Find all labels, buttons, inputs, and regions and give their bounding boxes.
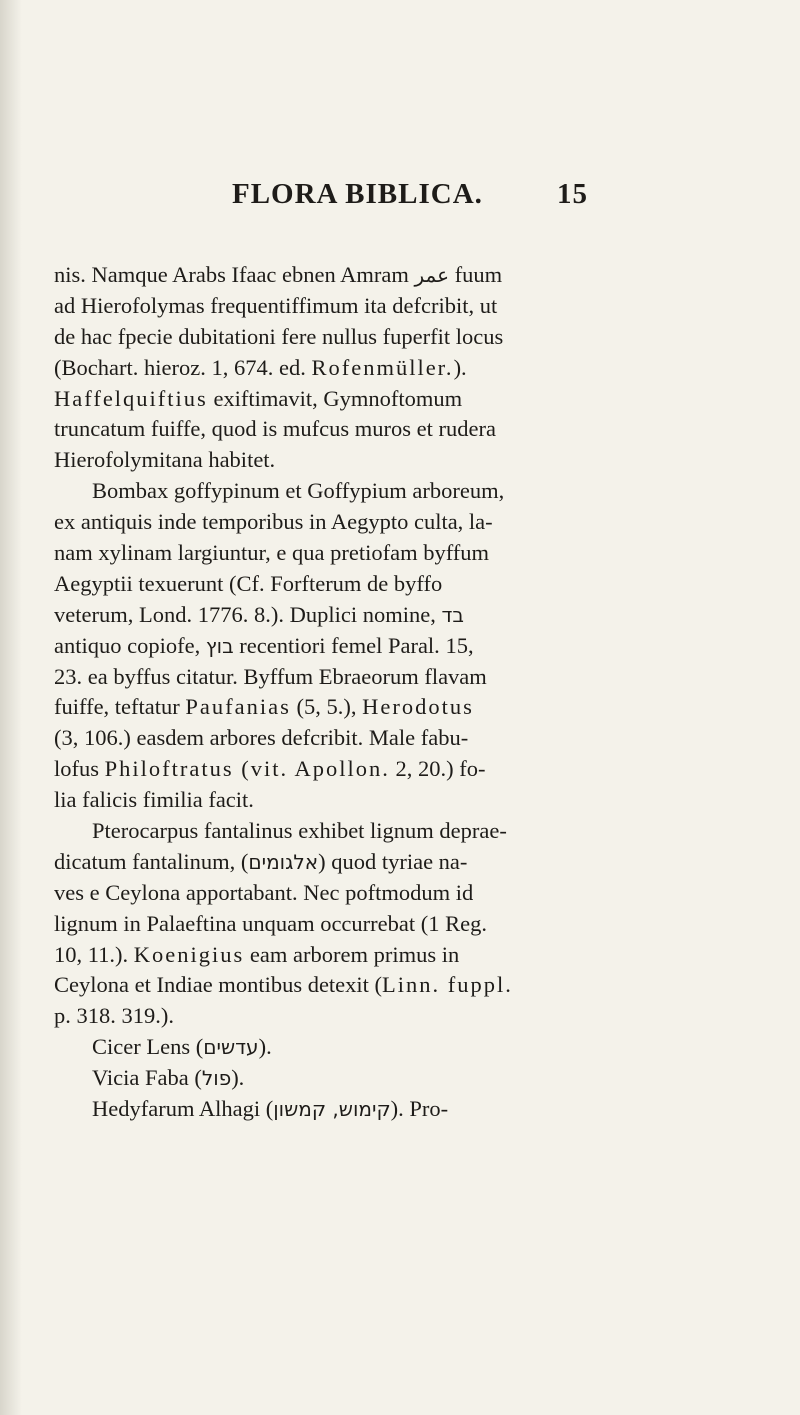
text-span: ad Hierofolymas frequentiffimum ita defcribit, ut	[54, 292, 498, 318]
text-span: Goffypium arboreum,	[307, 478, 505, 504]
text-line	[54, 631, 744, 662]
text-line	[54, 970, 744, 1001]
hebrew-text: בוץ	[205, 633, 234, 658]
text-line	[54, 662, 744, 693]
text-line	[54, 384, 744, 415]
text-span: Philoftratus (vit. Apollon.	[104, 756, 390, 782]
text-line	[54, 476, 744, 507]
hebrew-text: קימוש, קמשון	[273, 1097, 391, 1122]
text-span: Pro-	[409, 1096, 449, 1122]
text-span: Rofenmüller.	[311, 354, 454, 380]
text-span: Hedyfarum Alhagi	[92, 1096, 261, 1122]
text-span: lia falicis fimilia facit.	[54, 787, 254, 813]
text-span: 1776. 8.). Duplici nomine,	[192, 601, 442, 627]
text-line	[54, 445, 744, 476]
text-span: Cf. Forfterum de byffo	[236, 570, 443, 596]
text-span: dicatum fantalinum, (	[54, 848, 249, 874]
text-span: Cicer Lens	[92, 1034, 191, 1060]
text-span: 23. ea byffus citatur. Byffum Ebraeorum flavam	[54, 663, 487, 689]
body-text	[54, 260, 744, 1125]
text-line	[54, 692, 744, 723]
text-line	[54, 754, 744, 785]
text-span: (	[54, 354, 62, 380]
text-span: ).	[258, 1034, 272, 1060]
arabic-text: عمر	[414, 263, 450, 287]
text-span: Vicia Faba	[92, 1065, 189, 1091]
text-span: Bombax goffypinum	[92, 478, 280, 504]
text-span: (	[190, 1034, 204, 1060]
text-span: Linn. fuppl.	[382, 972, 513, 998]
text-span: Aegyptii texuerunt (	[54, 570, 237, 596]
text-line	[54, 260, 744, 291]
text-span: ).	[390, 1096, 410, 1122]
text-span: (	[260, 1096, 274, 1122]
text-span: Paral.	[387, 632, 440, 658]
text-span: Herodotus	[362, 694, 474, 720]
hebrew-text: עדשים	[203, 1035, 259, 1060]
text-line	[54, 847, 744, 878]
text-span: ex antiquis inde temporibus in Aegypto culta, la-	[54, 509, 493, 535]
text-span: lignum in Palaeftina unquam occurrebat (	[54, 910, 429, 936]
text-span: Gymnoftomum	[323, 385, 463, 411]
running-title: FLORA BIBLICA.	[232, 178, 483, 210]
page-number: 15	[557, 178, 588, 210]
text-span: ).	[453, 354, 467, 380]
text-span: 1 Reg.	[428, 910, 487, 936]
text-line	[54, 538, 744, 569]
text-line	[54, 600, 744, 631]
text-span: 10, 11.).	[54, 941, 134, 967]
text-line	[54, 1094, 744, 1125]
text-span: de hac fpecie dubitationi fere nullus fuperfit locus	[54, 323, 504, 349]
text-line	[54, 322, 744, 353]
text-span: fuiffe, teftatur	[54, 694, 186, 720]
text-line	[54, 291, 744, 322]
text-line	[54, 1063, 744, 1094]
spine-shadow	[0, 0, 22, 1415]
text-line	[54, 940, 744, 971]
text-span: ).	[231, 1065, 245, 1091]
text-span: veterum, Lond.	[54, 601, 193, 627]
text-line	[54, 878, 744, 909]
text-span: Bochart. hieroz.	[61, 354, 206, 380]
text-line	[54, 1032, 744, 1063]
text-line	[54, 909, 744, 940]
text-span: (5, 5.),	[290, 694, 363, 720]
text-line	[54, 569, 744, 600]
text-span: exhibet lignum deprae-	[292, 818, 507, 844]
text-span: Ceylona et Indiae montibus detexit (	[54, 972, 383, 998]
text-span: Haffelquiftius	[54, 385, 208, 411]
text-span: (	[188, 1065, 202, 1091]
hebrew-text: אלגומים	[248, 849, 319, 874]
text-line	[54, 816, 744, 847]
text-line	[54, 507, 744, 538]
text-span: p.	[54, 1003, 71, 1029]
text-span: 15,	[439, 632, 474, 658]
text-line	[54, 414, 744, 445]
running-header	[232, 178, 612, 211]
text-span: exiftimavit,	[207, 385, 324, 411]
text-span: nis. Namque Arabs Ifaac ebnen Amram	[54, 262, 415, 287]
text-span: nam xylinam largiuntur, e qua pretiofam byffum	[54, 540, 490, 566]
text-span: ves e Ceylona apportabant. Nec poftmodum id	[54, 879, 474, 905]
text-line	[54, 353, 744, 384]
text-span: Paufanias	[185, 694, 291, 720]
text-span: Hierofolymitana habitet.	[54, 447, 276, 473]
text-span: (3, 106.) easdem arbores defcribit. Male fabu-	[54, 725, 469, 751]
text-span: fuiffe, quod is mufcus muros et rudera	[145, 416, 496, 442]
text-span: Koenigius	[133, 941, 245, 967]
text-span: 2, 20.) fo-	[389, 756, 486, 782]
text-span: fuum	[449, 262, 503, 287]
text-span: Pterocarpus fantalinus	[92, 818, 293, 844]
hebrew-text: בד	[441, 602, 464, 627]
text-span: ) quod tyriae na-	[318, 848, 468, 874]
text-span: truncatum	[54, 416, 146, 442]
hebrew-text: פול	[201, 1066, 232, 1091]
text-line	[54, 723, 744, 754]
text-span: eam arborem primus in	[244, 941, 460, 967]
text-line	[54, 785, 744, 816]
text-span: lofus	[54, 756, 105, 782]
text-span: recentiori femel	[233, 632, 388, 658]
text-span: 318. 319.).	[70, 1003, 174, 1029]
text-line	[54, 1001, 744, 1032]
text-span: et	[279, 478, 308, 504]
text-span: 1, 674. ed.	[205, 354, 312, 380]
text-span: antiquo copiofe,	[54, 632, 206, 658]
